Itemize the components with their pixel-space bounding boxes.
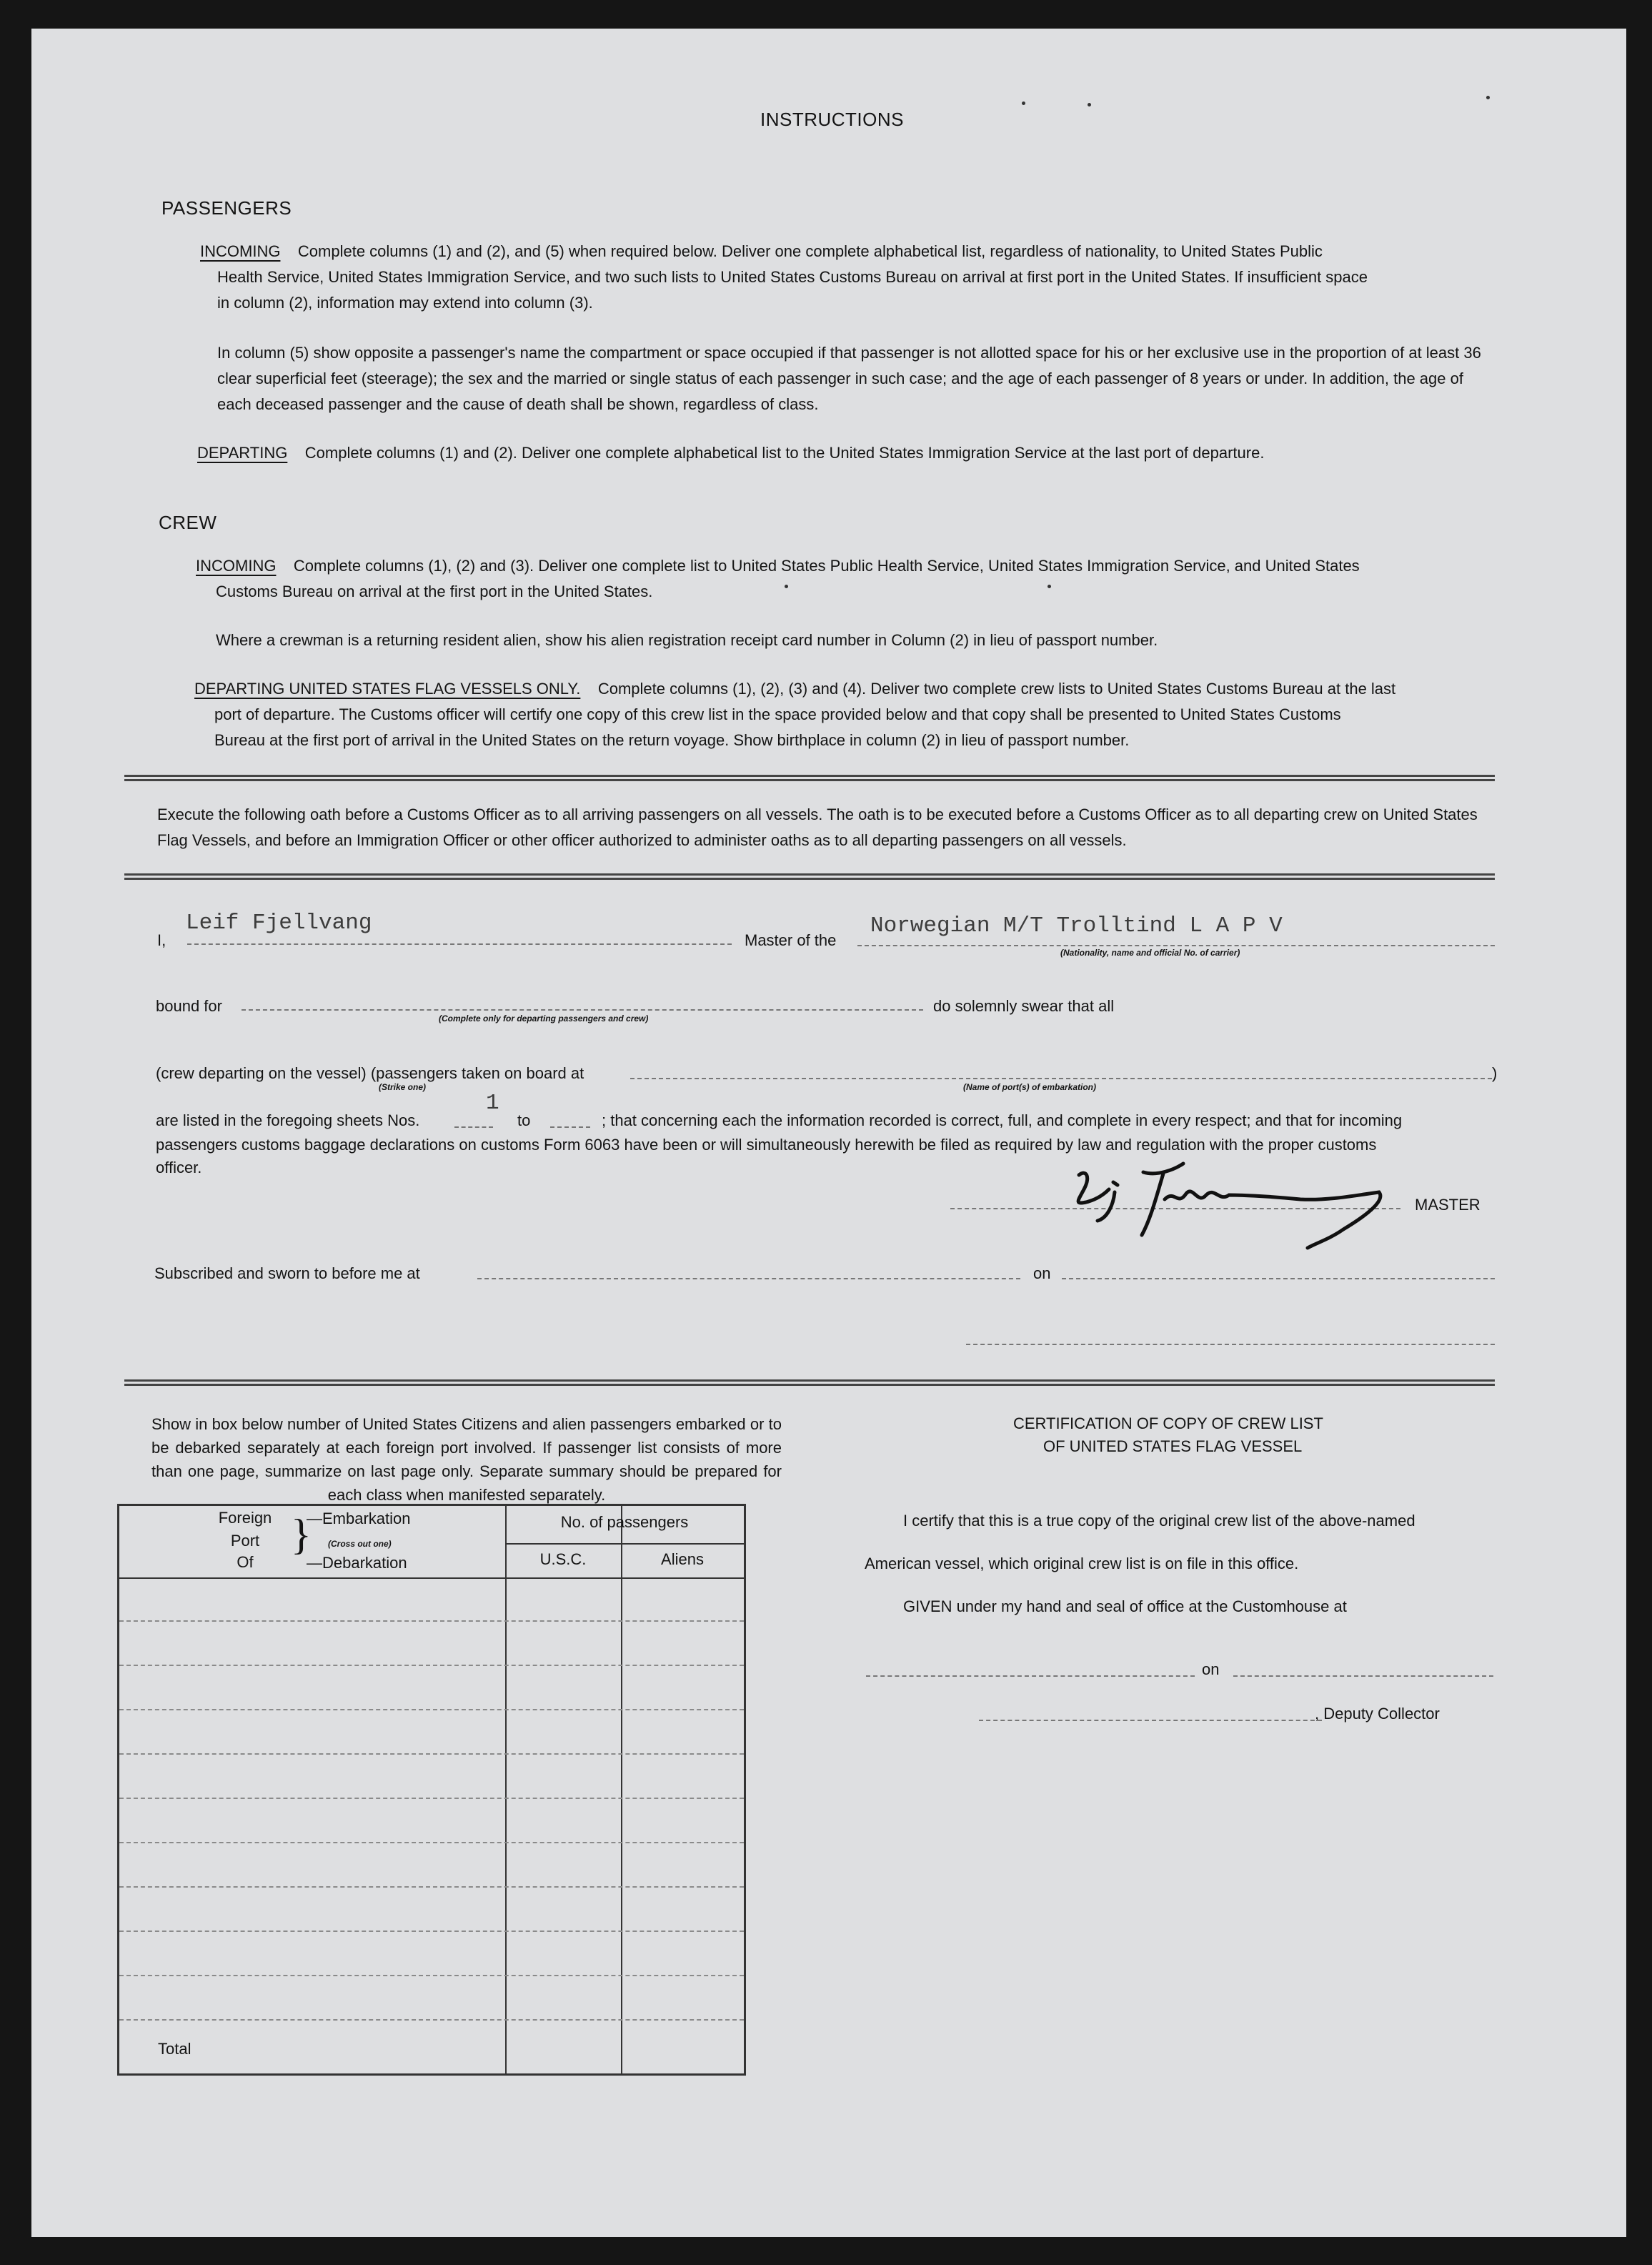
divider-rule [124,873,1495,880]
certification-line1: I certify that this is a true copy of the original crew list of the above-named [903,1512,1415,1530]
to-label: to [517,1111,531,1129]
master-label: MASTER [1415,1196,1481,1214]
crew-incoming [196,553,1360,579]
table-row [119,1665,744,1666]
sheets-label: are listed in the foregoing sheets Nos. [156,1111,420,1129]
crew-heading: CREW [159,512,217,533]
brace-icon: } [291,1511,312,1558]
col-aliens: Aliens [661,1550,704,1568]
certification-title-2: OF UNITED STATES FLAG VESSEL [1043,1437,1303,1455]
embarkation-label: —Embarkation [307,1510,411,1527]
bound-for-label: bound for [156,997,222,1015]
statement-line2: passengers customs baggage declarations on customs Form 6063 have been or will simultaneously herewith be filed as required by law and regulation with the proper customs [156,1136,1377,1154]
scan-speck [1022,101,1025,105]
sheet-from-field[interactable]: 1 [486,1091,499,1116]
bound-for-field[interactable] [242,1009,923,1011]
summary-instructions: Show in box below number of United States Citizens and alien passengers embarked or to be debarked separately at each foreign port involved. If passenger list consists of more than one page, summarize on last page only. Separate summary should be prepared for each class when manifested separately. [151,1415,782,1504]
table-row [119,1709,744,1710]
bound-for-caption: (Complete only for departing passengers and crew) [439,1013,649,1024]
sheet-to-field[interactable] [550,1126,590,1128]
customhouse-field[interactable] [866,1675,1195,1677]
crew-incoming-label: INCOMING [196,557,277,575]
vessel-caption: (Nationality, name and official No. of carrier) [1060,948,1240,958]
passengers-incoming [200,239,1323,264]
deputy-collector-label: , Deputy Collector [1315,1705,1440,1723]
scan-speck [1486,96,1490,99]
officer-signature-field[interactable] [966,1344,1495,1345]
crew-incoming-line2: Customs Bureau on arrival at the first port in the United States. [216,583,653,600]
subscribed-label: Subscribed and sworn to before me at [154,1264,420,1282]
crew-resident-alien-text: Where a crewman is a returning resident alien, show his alien registration receipt card number in Column (2) in lieu of passport number. [216,631,1158,649]
table-row [119,1753,744,1755]
vessel-line [857,945,1495,946]
total-label: Total [158,2040,191,2058]
table-row [119,1798,744,1799]
certification-title-1: CERTIFICATION OF COPY OF CREW LIST [1013,1414,1323,1432]
statement-line3: officer. [156,1159,202,1176]
passengers-incoming-label: INCOMING [200,242,281,260]
page-title: INSTRUCTIONS [760,109,904,130]
scan-speck [785,585,788,588]
col-port: Port [230,1532,260,1550]
passengers-column5-text: In column (5) show opposite a passenger's name the compartment or space occupied if that passenger is not allotted space for his or her exclusive use in the proportion of at least 36 clear superficial feet (steerage); the sex and the married or single status of each passenger in such case; and the age of each passenger of 8 years or under. In addition, the age of each deceased passenger and the cause of death shall be shown, regardless of class. [217,344,1481,413]
oath-i-label: I, [157,931,166,949]
subscribed-place-field[interactable] [477,1278,1020,1279]
vessel-field[interactable]: Norwegian M/T Trolltind L A P V [870,913,1283,938]
statement-rest: ; that concerning each the information recorded is correct, full, and complete in every respect; and that for incoming [602,1111,1403,1129]
oath-instruction: Execute the following oath before a Customs Officer as to all arriving passengers on all vessels. The oath is to be executed before a Customs Officer as to all departing crew on United States Flag Vessels, and before an Immigration Officer or other officer authorized to administer oaths as to all departing passengers on all vessels. [157,806,1478,849]
master-name-line [187,943,732,945]
table-col-divider [505,1506,507,2073]
passengers-departing-label: DEPARTING [197,444,288,462]
passenger-summary-table [117,1504,746,2076]
crew-incoming-line1: Complete columns (1), (2) and (3). Deliver one complete list to United States Public Health Service, United States Immigration Service, and United States [293,557,1360,575]
passengers-departing-text: Complete columns (1) and (2). Deliver one complete alphabetical list to the United States Immigration Service at the last port of departure. [304,444,1265,462]
passengers-heading: PASSENGERS [161,197,292,219]
table-row [119,1620,744,1622]
embarkation-port-field[interactable] [630,1078,1492,1079]
deputy-collector-field[interactable] [979,1720,1322,1721]
subscribed-on-label: on [1033,1264,1051,1282]
crew-passengers-label: (crew departing on the vessel) (passengers taken on board at [156,1064,584,1082]
debarkation-label: —Debarkation [307,1554,407,1572]
certification-on-label: on [1202,1660,1220,1678]
table-col-divider [621,1506,622,2073]
table-row [119,1975,744,1976]
crew-departing-line2: port of departure. The Customs officer will certify one copy of this crew list in the space provided below and that copy shall be presented to United States Customs [214,705,1341,723]
col-foreign: Foreign [218,1509,272,1527]
passengers-incoming-line2: Health Service, United States Immigration Service, and two such lists to United States Customs Bureau on arrival at first port in the United States. If insufficient space [217,268,1368,286]
master-of-label: Master of the [745,931,837,949]
table-row [119,1842,744,1843]
scan-speck [1088,103,1091,106]
crew-departing-label: DEPARTING UNITED STATES FLAG VESSELS ONLY. [194,680,581,698]
divider-rule [124,775,1495,781]
port-caption: (Name of port(s) of embarkation) [963,1082,1097,1092]
certification-date-field[interactable] [1233,1675,1493,1677]
subscribed-date-field[interactable] [1062,1278,1495,1279]
scan-speck [1048,585,1051,588]
crew-departing-line1: Complete columns (1), (2), (3) and (4). Deliver two complete crew lists to United States Customs Bureau at the last [597,680,1396,698]
table-header-line [119,1577,744,1579]
col-no-of-passengers: No. of passengers [560,1513,689,1531]
table-row [119,2019,744,2021]
certification-line2: American vessel, which original crew list is on file in this office. [865,1555,1299,1572]
crew-departing-line3: Bureau at the first port of arrival in the United States on the return voyage. Show birthplace in column (2) in lieu of passport number. [214,731,1130,749]
divider-rule [124,1379,1495,1386]
certification-line3: GIVEN under my hand and seal of office at the Customhouse at [903,1597,1347,1615]
table-row [119,1886,744,1888]
master-signature [1058,1155,1408,1255]
strike-caption: (Strike one) [379,1082,427,1092]
cross-out-caption: (Cross out one) [328,1539,392,1549]
col-usc: U.S.C. [539,1550,587,1568]
table-row [119,1931,744,1932]
close-paren: ) [1492,1064,1498,1082]
passengers-incoming-line3: in column (2), information may extend into column (3). [217,294,593,312]
crew-departing [194,676,1395,702]
col-of: Of [237,1553,254,1571]
swear-label: do solemnly swear that all [933,997,1115,1015]
table-subheader-line [505,1543,744,1545]
passengers-departing [197,440,1264,466]
sheet-from-line [454,1126,493,1128]
master-name-field[interactable]: Leif Fjellvang [186,911,372,936]
passengers-incoming-line1: Complete columns (1) and (2), and (5) when required below. Deliver one complete alphabetical list, regardless of nationality, to United States Public [297,242,1323,260]
